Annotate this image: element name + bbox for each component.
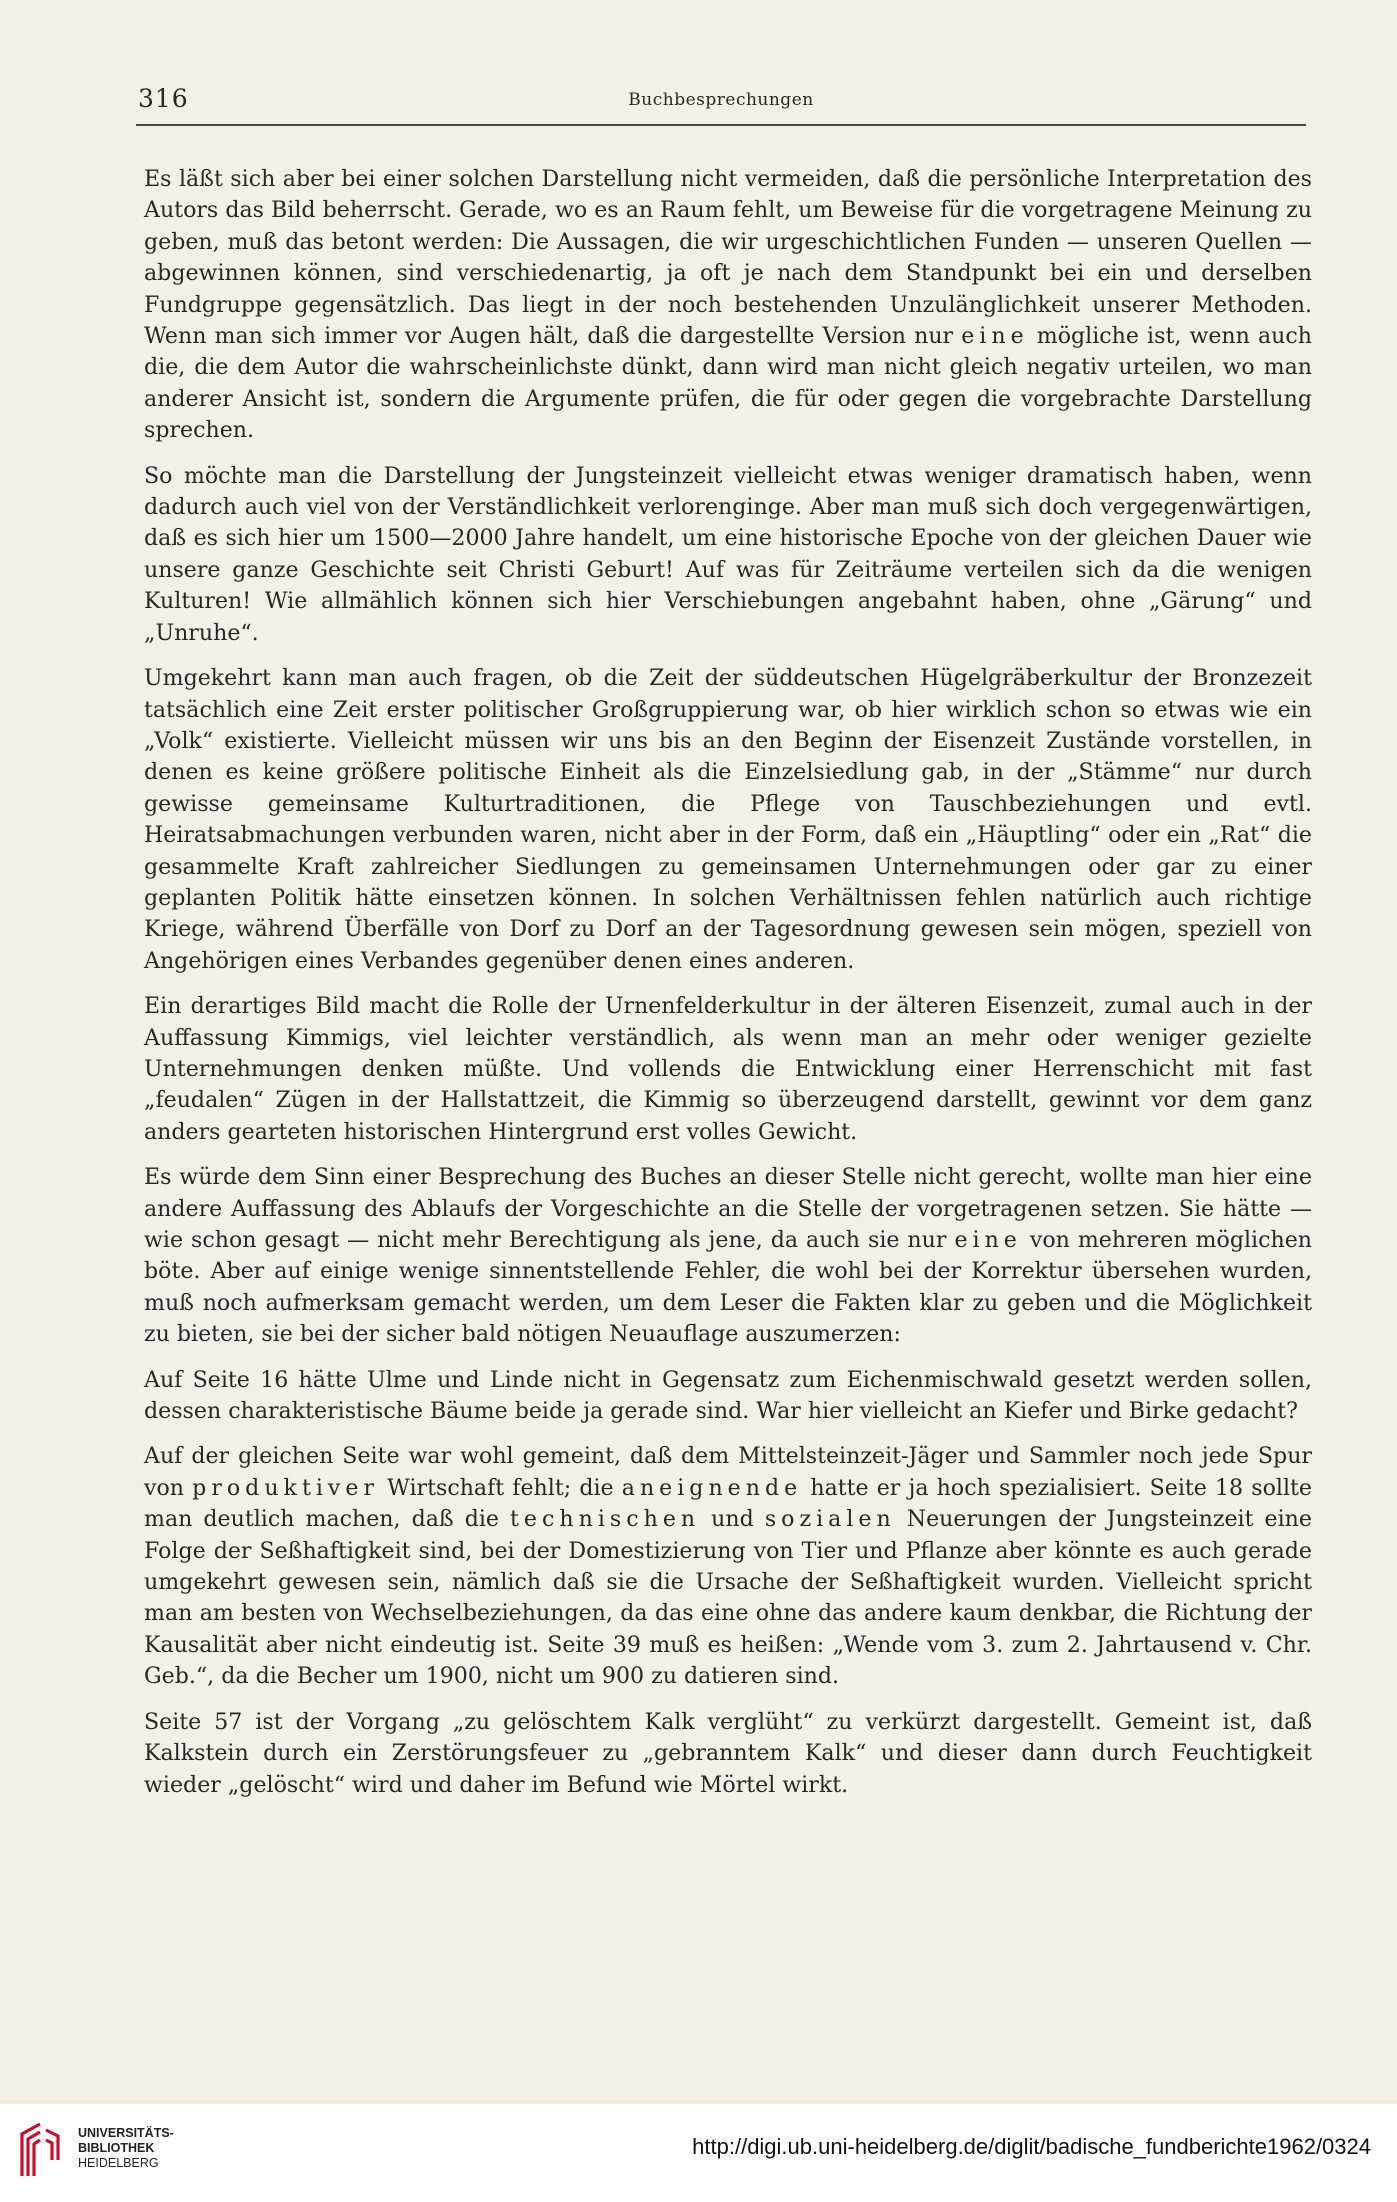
library-name: UNIVERSITÄTS- BIBLIOTHEK HEIDELBERG [78, 2126, 174, 2170]
library-emblem-icon [16, 2120, 64, 2180]
paragraph: Auf der gleichen Seite war wohl gemeint, daß dem Mittelsteinzeit-Jäger und Sammler noch jede Spur von produktiver Wirtschaft fehlt; die aneignende hatte er ja hoch spezialisiert. Seite 18 sollte man deutlich machen, daß die technischen und sozialen Neuerungen der Jungsteinzeit eine Folge der Seßhaftigkeit sind, bei der Domestizierung von Tier und Pflanze aber könnte es auch gerade umgekehrt gewesen sein, nämlich daß sie die Ursache der Seßhaftigkeit wurden. Vielleicht spricht man am besten von Wechselbeziehungen, da das eine ohne das andere kaum denkbar, die Richtung der Kausalität aber nicht eindeutig ist. Seite 39 muß es heißen: „Wende vom 3. zum 2. Jahrtausend v. Chr. Geb.“, da die Becher um 1900, nicht um 900 zu datieren sind. [144, 1443, 1312, 1690]
spaced-emphasis: eine [961, 323, 1029, 350]
paragraph: Ein derartiges Bild macht die Rolle der Urnenfelderkultur in der älteren Eisenzeit, zumal auch in der Auffassung Kimmigs, viel leichter verständlich, als wenn man an mehr oder weniger gezielte Unternehmungen denken müßte. Und vollends die Entwicklung einer Herrenschicht mit fast „feudalen“ Zügen in der Hallstattzeit, die Kimmig so überzeugend darstellt, gewinnt vor dem ganz anders gearteten historischen Hintergrund erst volles Gewicht. [144, 993, 1312, 1145]
running-head: Buchbesprechungen [628, 90, 814, 110]
paragraph: Seite 57 ist der Vorgang „zu gelöschtem Kalk verglüht“ zu verkürzt dargestellt. Gemeint ist, daß Kalkstein durch ein Zerstörungsfeuer zu „gebranntem Kalk“ und dieser dann durch Feuchtigkeit wieder „gelöscht“ wird und daher im Befund wie Mörtel wirkt. [144, 1708, 1312, 1798]
paragraph: Umgekehrt kann man auch fragen, ob die Zeit der süddeutschen Hügelgräberkultur der Bronzezeit tatsächlich eine Zeit erster politischer Großgruppierung war, ob hier wirklich schon so etwas wie ein „Volk“ existierte. Vielleicht müssen wir uns bis an den Beginn der Eisenzeit Zustände vorstellen, in denen es keine größere politische Einheit als die Einzelsiedlung gab, in der „Stämme“ nur durch gewisse gemeinsame Kulturtraditionen, die Pflege von Tauschbeziehungen und evtl. Heiratsabmachungen verbunden waren, nicht aber in der Form, daß ein „Häuptling“ oder ein „Rat“ die gesammelte Kraft zahlreicher Siedlungen zu gemeinsamen Unternehmungen oder gar zu einer geplanten Politik hätte einsetzen können. In solchen Verhältnissen fehlen natürlich auch richtige Kriege, während Überfälle von Dorf zu Dorf an der Tagesordnung gewesen sein mögen, speziell von Angehörigen eines Verbandes gegenüber denen eines anderen. [144, 665, 1312, 974]
digitization-footer [0, 2104, 1397, 2202]
paragraph: Es würde dem Sinn einer Besprechung des Buches an dieser Stelle nicht gerecht, wollte man hier eine andere Auffassung des Ablaufs der Vorgeschichte an die Stelle der vorgetragenen setzen. Sie hätte — wie schon gesagt — nicht mehr Berechtigung als jene, da auch sie nur eine von mehreren möglichen böte. Aber auf einige wenige sinnentstellende Fehler, die wohl bei der Korrektur übersehen wurden, muß noch aufmerksam gemacht werden, um dem Leser die Fakten klar zu geben und die Möglichkeit zu bieten, sie bei der sicher bald nötigen Neuauflage auszumerzen: [144, 1164, 1312, 1348]
spaced-emphasis: technischen [510, 1506, 701, 1533]
library-logo[interactable] [16, 2116, 174, 2190]
spaced-emphasis: eine [954, 1227, 1022, 1253]
spaced-emphasis: sozialen [764, 1506, 896, 1533]
article-body [144, 164, 1312, 1815]
spaced-emphasis: produktiver [192, 1474, 380, 1501]
page-number: 316 [138, 84, 189, 113]
paragraph: Auf Seite 16 hätte Ulme und Linde nicht in Gegensatz zum Eichenmischwald gesetzt werden sollen, dessen charakteristische Bäume beide ja gerade sind. War hier vielleicht an Kiefer und Birke gedacht? [144, 1366, 1312, 1425]
permalink-url[interactable]: http://digi.ub.uni-heidelberg.de/diglit/badische_fundberichte1962/0324 [692, 2134, 1371, 2159]
paragraph: Es läßt sich aber bei einer solchen Darstellung nicht vermeiden, daß die persönliche Interpretation des Autors das Bild beherrscht. Gerade, wo es an Raum fehlt, um Beweise für die vorgetragene Meinung zu geben, muß das betont werden: Die Aussagen, die wir urgeschichtlichen Funden — unseren Quellen — abgewinnen können, sind verschiedenartig, ja oft je nach dem Standpunkt bei ein und derselben Fundgruppe gegensätzlich. Das liegt in der noch bestehenden Unzulänglichkeit unserer Methoden. Wenn man sich immer vor Augen hält, daß die dargestellte Version nur eine mögliche ist, wenn auch die, die dem Autor die wahrscheinlichste dünkt, dann wird man nicht gleich negativ urteilen, wo man anderer Ansicht ist, sondern die Argumente prüfen, die für oder gegen die vorgebrachte Darstellung sprechen. [144, 166, 1312, 444]
paragraph: So möchte man die Darstellung der Jungsteinzeit vielleicht etwas weniger dramatisch haben, wenn dadurch auch viel von der Verständlichkeit verlorenginge. Aber man muß sich doch vergegenwärtigen, daß es sich hier um 1500—2000 Jahre handelt, um eine historische Epoche von der gleichen Dauer wie unsere ganze Geschichte seit Christi Geburt! Auf was für Zeiträume verteilen sich da die wenigen Kulturen! Wie allmählich können sich hier Verschiebungen angebahnt haben, ohne „Gärung“ und „Unruhe“. [144, 462, 1312, 646]
spaced-emphasis: aneignende [621, 1474, 803, 1501]
page-header [136, 84, 1306, 126]
